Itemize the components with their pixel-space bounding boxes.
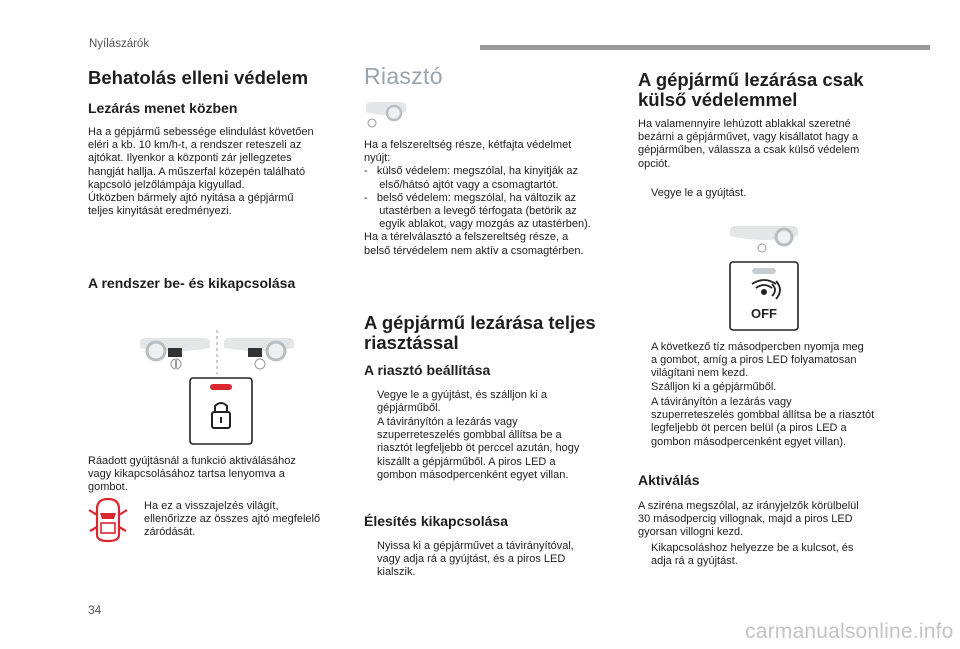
text-line: világítani nem kezd. xyxy=(651,367,749,380)
text-line: adja rá a gyújtást. xyxy=(651,555,738,568)
alarm-button-icon xyxy=(730,262,798,330)
text-line: gyorsan villogni kezd. xyxy=(638,526,744,539)
text-line: riasztással xyxy=(364,332,459,353)
text-line: kapcsoló jelzőlámpája kigyullad. xyxy=(88,178,245,191)
text-line: Nyissa ki a gépjárművet a távirányítóval, xyxy=(377,540,574,552)
text-line: utastérben a levegő térfogata (betörik az xyxy=(364,205,577,218)
note-door-check xyxy=(144,500,320,540)
subtitle-system-onoff: A rendszer be- és kikapcsolása xyxy=(88,275,296,291)
text-line: Szálljon ki a gépjárműből. xyxy=(651,381,777,393)
text-line: gépjárműből. xyxy=(377,402,441,415)
text-line: belső térvédelem nem aktív a csomagtérben. xyxy=(364,244,584,257)
paragraph-alarm-intro xyxy=(364,139,591,258)
list-item xyxy=(638,341,864,381)
title-alarm: Riasztó xyxy=(364,63,443,89)
subtitle-alarm-setup: A riasztó beállítása xyxy=(364,362,491,378)
text-line: A távirányítón a lezárás vagy xyxy=(651,396,792,408)
text-line: A következő tíz másodpercben nyomja meg xyxy=(651,341,864,353)
text-line: gépjárműben, válassza a csak külső védelem xyxy=(638,144,860,157)
text-line: Vegye le a gyújtást, és szálljon ki a xyxy=(377,389,547,401)
alarm-off-button-illustration xyxy=(728,222,804,332)
text-line: Ha a felszereltség része, kétfajta védelmet xyxy=(364,139,572,151)
text-line: - külső védelem: megszólal, ha kinyitják az xyxy=(364,165,578,178)
text-line: teljes kinyitását eredményezi. xyxy=(88,205,232,218)
paragraph-external-intro xyxy=(638,118,859,171)
text-line: legfeljebb öt percen belül (a piros LED a xyxy=(651,422,847,435)
page-number: 34 xyxy=(88,603,102,617)
text-line: ajtókat. Ilyenkor a központi zár jellegzetes xyxy=(88,152,292,165)
text-line: Vegye le a gyújtást. xyxy=(651,187,747,199)
paragraph-activate xyxy=(88,455,296,495)
text-line: opciót. xyxy=(638,157,671,170)
text-line: bezárni a gépjárművet, vagy kisállatot hagy a xyxy=(638,131,859,144)
text-line: Ráadott gyújtásnál a funkció aktiválásához xyxy=(88,455,296,467)
list-item xyxy=(638,381,776,394)
subtitle-activation: Aktiválás xyxy=(638,472,700,488)
text-line: záródását. xyxy=(144,526,196,539)
text-line: egyik ablakot, vagy mozgás az utastérben). xyxy=(364,218,591,231)
subtitle-lock-driving: Lezárás menet közben xyxy=(88,100,238,116)
header-section: Nyílászárók xyxy=(89,38,150,50)
text-line: a gombot, amíg a piros LED folyamatosan xyxy=(651,354,857,367)
text-line: külső védelemmel xyxy=(638,89,798,110)
text-line: eléri a kb. 10 km/h-t, a rendszer reteszeli az xyxy=(88,139,302,152)
dashboard-mini-icon xyxy=(730,226,798,252)
dashboard-right-icon xyxy=(224,338,294,369)
text-line: kialszik. xyxy=(377,566,416,579)
text-line: szuperreteszelés gombbal állítsa be a riasztót xyxy=(651,409,875,422)
text-line: A távirányítón a lezárás vagy xyxy=(377,416,518,428)
text-line: - belső védelem: megszólal, ha változik az xyxy=(364,191,577,204)
title-external-only xyxy=(638,70,864,110)
text-line: Ha valamennyire lehúzott ablakkal szeretné xyxy=(638,118,851,130)
text-line: kiszállt a gépjárműből. A piros LED a xyxy=(377,455,556,468)
paragraph-activation xyxy=(638,500,859,540)
text-line: Kikapcsoláshoz helyezze be a kulcsot, és xyxy=(651,542,854,554)
text-line: vagy adja rá a gyújtást, és a piros LED xyxy=(377,553,566,566)
text-line: szuperreteszelés gombbal állítsa be a xyxy=(377,429,562,442)
title-full-alarm xyxy=(364,313,596,353)
text-line: Ha a térelválasztó a felszereltség része, a xyxy=(364,231,569,244)
list-item xyxy=(638,542,853,568)
subtitle-disarm: Élesítés kikapcsolása xyxy=(364,513,508,529)
list-item xyxy=(364,540,574,580)
text-line: ellenőrizze az összes ajtó megfelelő xyxy=(144,513,321,526)
text-line: nyújt: xyxy=(364,152,391,165)
dashboard-small-icon xyxy=(364,100,408,130)
text-line: Útközben bármely ajtó nyitása a gépjármű xyxy=(88,192,294,205)
text-line: első/hátsó ajtót vagy a csomagtartót. xyxy=(364,178,559,191)
text-line: Ha a gépjármű sebessége elindulást követően xyxy=(88,126,314,138)
text-line: gombot. xyxy=(88,481,128,494)
off-label: OFF xyxy=(751,306,777,321)
text-line: A sziréna megszólal, az irányjelzők körülbelül xyxy=(638,500,859,512)
text-line: A gépjármű lezárása teljes xyxy=(364,312,596,333)
list-item xyxy=(364,416,579,482)
text-line: gombon másodpercenként egyet villan). xyxy=(651,435,847,448)
lock-button-icon xyxy=(190,378,252,444)
dashboard-left-icon xyxy=(140,338,210,369)
header-bar xyxy=(480,45,930,50)
title-intrusion: Behatolás elleni védelem xyxy=(88,67,309,88)
text-line: Ha ez a visszajelzés világít, xyxy=(144,500,279,512)
text-line: hangját hallja. A műszerfal közepén található xyxy=(88,165,306,178)
paragraph-lock-driving xyxy=(88,126,314,218)
list-item xyxy=(638,396,874,449)
text-line: 30 másodpercig villognak, majd a piros LED xyxy=(638,513,853,526)
list-item xyxy=(638,187,746,200)
text-line: gombon másodpercenként egyet villan. xyxy=(377,468,569,481)
text-line: riasztót legfeljebb öt perccel azután, hogy xyxy=(377,442,580,455)
watermark-link[interactable]: carmanualsonline.info xyxy=(745,620,954,643)
text-line: A gépjármű lezárása csak xyxy=(638,69,864,90)
text-line: vagy kikapcsolásához tartsa lenyomva a xyxy=(88,468,285,481)
car-door-warning-icon xyxy=(88,497,128,543)
list-item xyxy=(364,389,547,415)
dashboard-lock-illustration xyxy=(140,326,300,448)
